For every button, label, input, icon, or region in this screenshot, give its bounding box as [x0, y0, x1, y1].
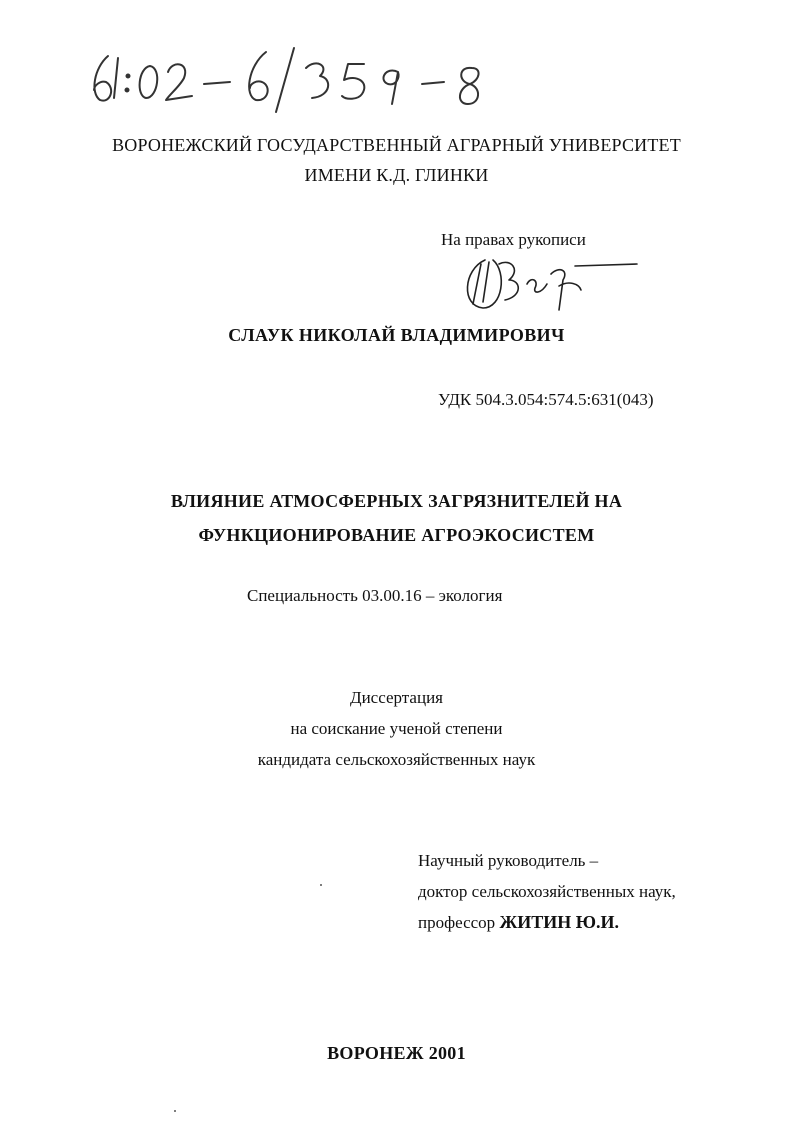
university-name-line1: ВОРОНЕЖСКИЙ ГОСУДАРСТВЕННЫЙ АГРАРНЫЙ УНИВЕРСИТЕТ: [112, 135, 681, 155]
scan-speck: [320, 884, 322, 886]
author-name: СЛАУК НИКОЛАЙ ВЛАДИМИРОВИЧ: [228, 325, 565, 345]
degree-statement-line1: Диссертация: [349, 688, 443, 707]
university-name: [0, 130, 793, 190]
udc-code: УДК 504.3.054:574.5:631(043): [438, 390, 654, 409]
degree-statement: [0, 682, 793, 775]
city-year: ВОРОНЕЖ 2001: [327, 1043, 466, 1063]
supervisor-rank: профессор: [418, 913, 496, 932]
scientific-supervisor: [418, 845, 676, 938]
degree-statement-line3: кандидата сельскохозяйственных наук: [257, 750, 536, 769]
dissertation-title: [0, 484, 793, 552]
handwritten-archive-number: [80, 38, 500, 118]
supervisor-name: ЖИТИН Ю.И.: [499, 912, 620, 932]
supervisor-role: Научный руководитель –: [418, 851, 599, 870]
supervisor-title-line: [418, 907, 676, 938]
handwritten-signature: [455, 240, 645, 318]
university-name-line2: ИМЕНИ К.Д. ГЛИНКИ: [304, 165, 489, 185]
manuscript-rights-note: На правах рукописи: [441, 230, 586, 249]
supervisor-degree: доктор сельскохозяйственных наук,: [418, 882, 676, 901]
specialty: Специальность 03.00.16 – экология: [247, 586, 503, 605]
dissertation-title-line2: ФУНКЦИОНИРОВАНИЕ АГРОЭКОСИСТЕМ: [198, 525, 595, 545]
dissertation-title-line1: ВЛИЯНИЕ АТМОСФЕРНЫХ ЗАГРЯЗНИТЕЛЕЙ НА: [170, 491, 623, 511]
degree-statement-line2: на соискание ученой степени: [290, 719, 503, 738]
scan-speck: [174, 1110, 176, 1112]
